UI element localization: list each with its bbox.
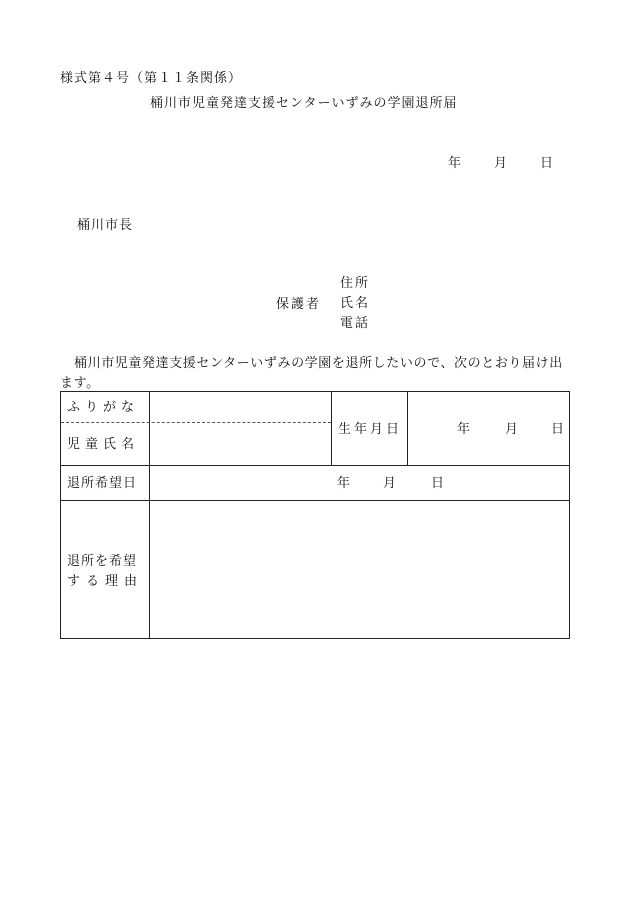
withdrawal-year-label[interactable]: 年 [337,476,351,491]
withdrawal-date-label: 退所希望日 [67,476,138,491]
date-year-label: 年 [448,156,462,171]
furigana-label: ふりがな [67,400,140,415]
birthdate-label: 生年月日 [338,422,403,437]
birth-year-label[interactable]: 年 [457,422,471,437]
withdrawal-month-label[interactable]: 月 [383,476,397,491]
birth-day-label[interactable]: 日 [551,422,565,437]
date-month-label: 月 [494,156,508,171]
table-vline-birth-value [407,392,408,465]
child-name-label: 児童氏名 [67,437,140,452]
table-hline-1 [61,465,569,466]
withdrawal-day-label[interactable]: 日 [431,476,445,491]
table-vline-birth-label [331,392,332,465]
addressee: 桶川市長 [77,218,134,233]
guardian-label: 保護者 [276,297,322,312]
date-day-label: 日 [540,156,554,171]
guardian-phone-label: 電話 [340,316,371,331]
guardian-name-label: 氏名 [340,296,371,311]
reason-label-line2: する理由 [67,574,144,589]
submission-date [0,157,630,173]
body-text: 桶川市児童発達支援センターいずみの学園を退所したいので、次のとおり届け出ます。 [60,356,563,391]
birth-month-label[interactable]: 月 [505,422,519,437]
table-hline-2 [61,500,569,501]
guardian-address-label: 住所 [340,276,371,291]
table-vline-label [149,392,150,638]
form-title: 桶川市児童発達支援センターいずみの学園退所届 [150,96,458,111]
table-dashed-divider [61,422,331,423]
reason-label-line1: 退所を希望 [67,554,138,569]
withdrawal-form-table [60,391,570,639]
form-number: 様式第４号（第１１条関係） [60,71,243,86]
